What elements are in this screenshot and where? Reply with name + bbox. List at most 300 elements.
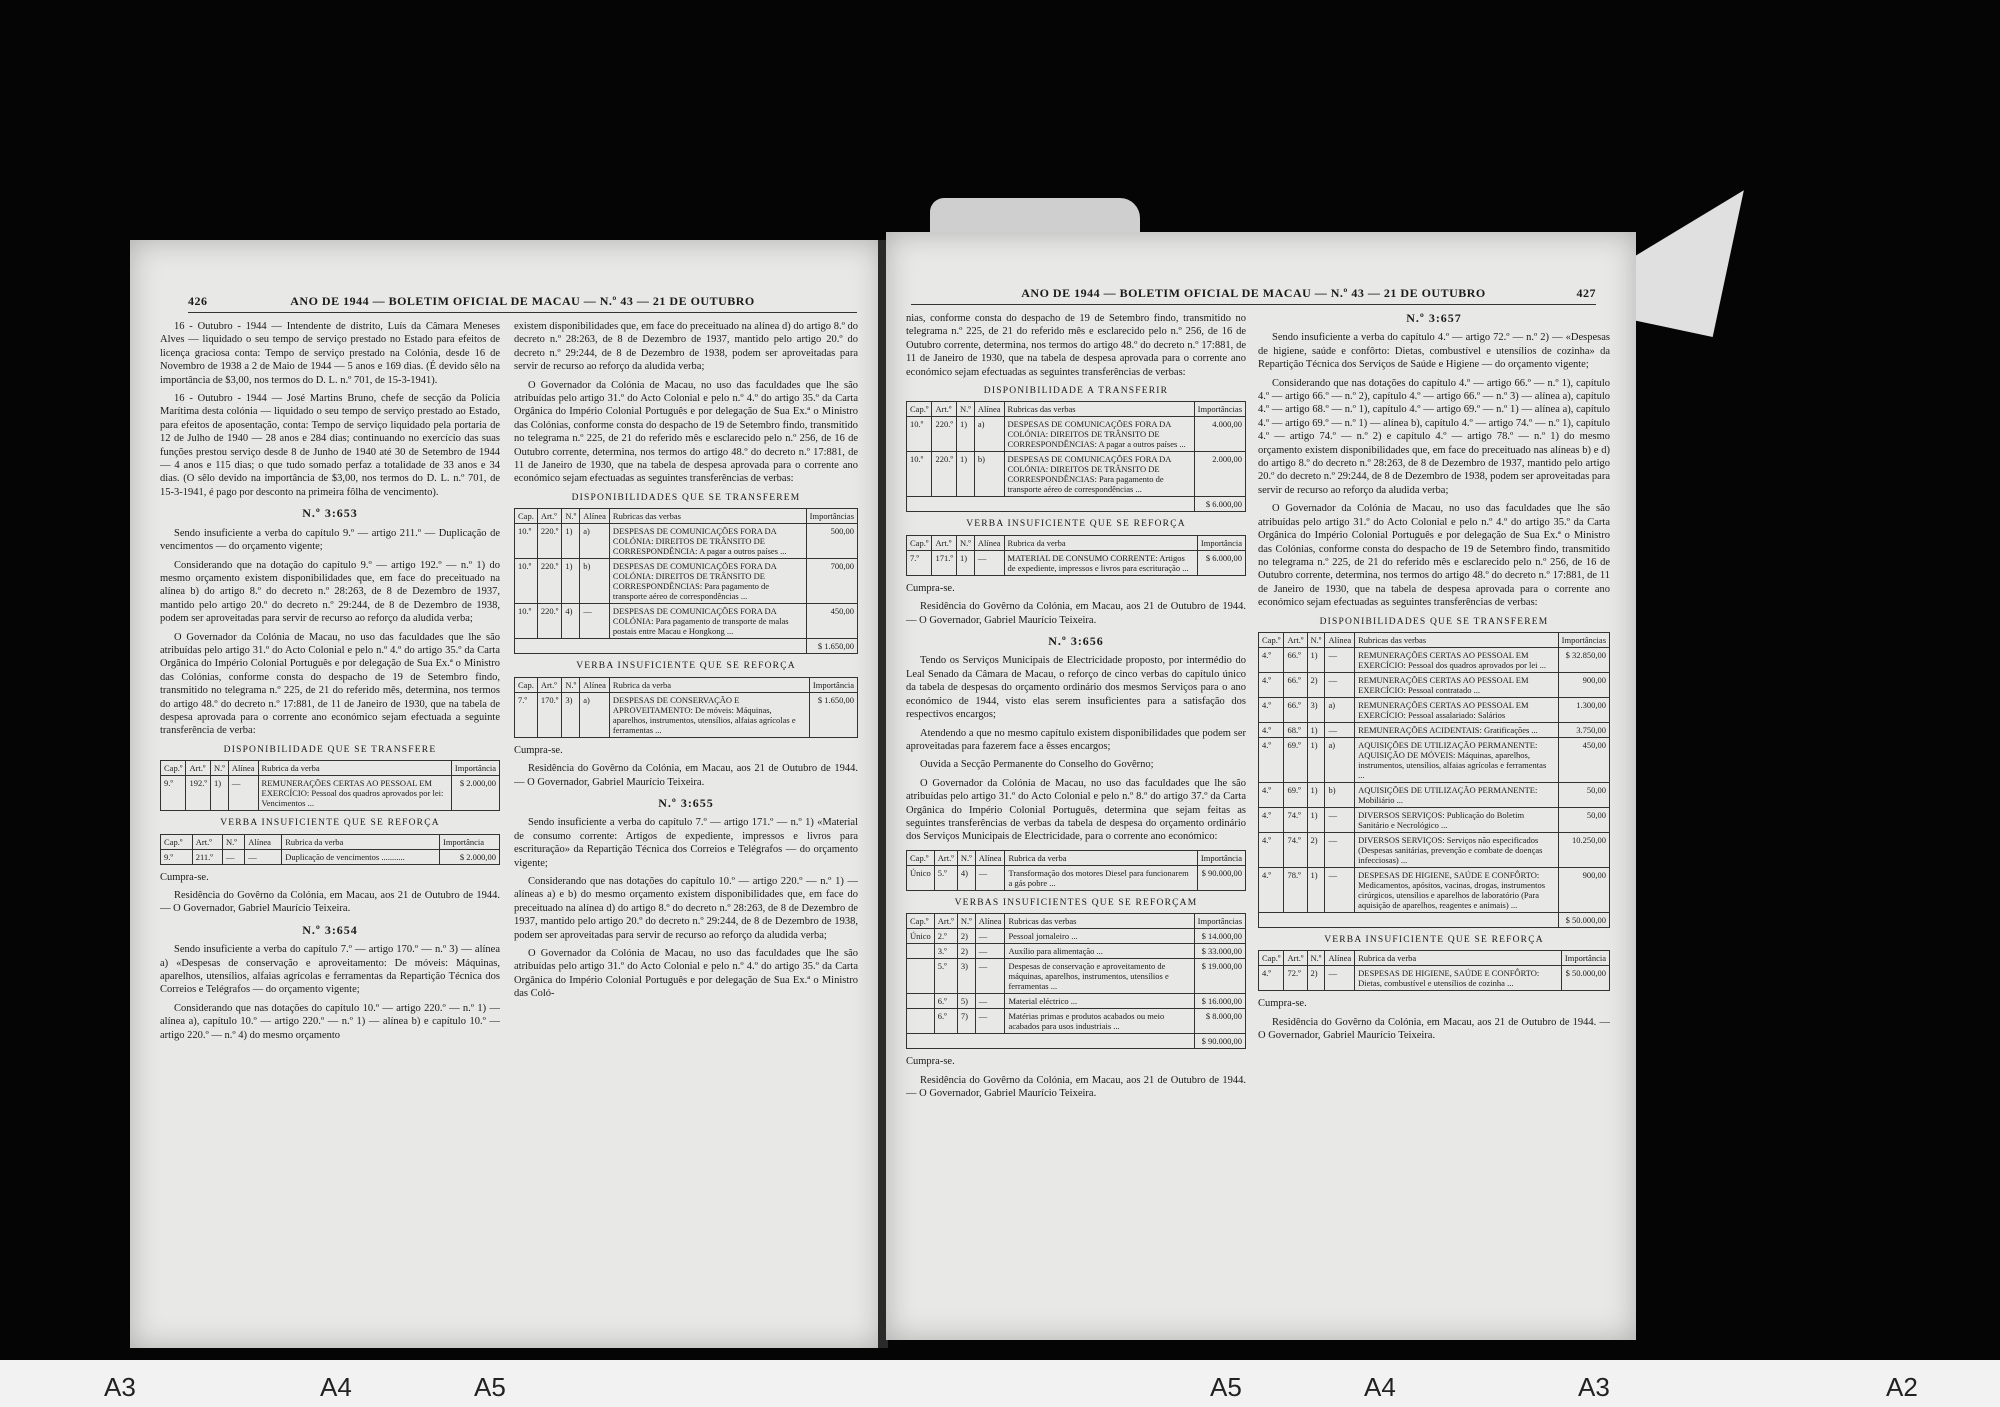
table-cell: 4.000,00 <box>1194 417 1245 452</box>
table-cell: 3) <box>1307 697 1325 722</box>
table-header: Alínea <box>974 402 1004 417</box>
table-header: Cap.º <box>161 834 193 849</box>
signature-line: Residência do Govêrno da Colónia, em Macau, aos 21 de Outubro de 1944. — O Governador, Gabriel Maurício Teixeira. <box>1258 1016 1610 1042</box>
cumpra-se: Cumpra-se. <box>906 582 955 594</box>
film-marker: A3 <box>1578 1372 1610 1402</box>
table-cell: 2) <box>1307 832 1325 867</box>
left-page-number: 426 <box>188 294 208 308</box>
paragraph: Sendo insuficiente a verba do capítulo 9.º — artigo 211.º — Duplicação de vencimentos — do orçamento vigente; <box>160 527 500 553</box>
table-header: Alínea <box>580 677 610 692</box>
table-cell <box>907 959 935 994</box>
table-caption: VERBA INSUFICIENTE QUE SE REFORÇA <box>966 519 1186 530</box>
table-header: Art.º <box>1284 951 1307 966</box>
table-header: Art.º <box>932 402 957 417</box>
transfer-table <box>160 760 500 811</box>
table-cell: — <box>1325 722 1355 737</box>
table-cell <box>907 944 935 959</box>
section-heading: N.º 3:655 <box>658 795 714 810</box>
table-row <box>515 604 858 639</box>
cumpra-se: Cumpra-se. <box>906 1056 955 1068</box>
table-header-row <box>907 850 1246 865</box>
table-row <box>907 1009 1246 1034</box>
table-cell: Auxílio para alimentação ... <box>1005 944 1194 959</box>
paragraph: O Governador da Colónia de Macau, no uso das faculdades que lhe são atribuídas pelo artigo 31.º do Acto Colonial e pelo n.º 4.º do artigo 35.º da Carta Orgânica do Império Colonial Português e por delegação de Sua Ex.ª o Ministro das Coló- <box>514 947 858 1000</box>
table-header: Rubrica da verba <box>282 834 440 849</box>
table-cell: 50,00 <box>1558 782 1609 807</box>
table-header: Cap.º <box>1259 951 1284 966</box>
table-cell: 7.º <box>515 692 538 737</box>
table-row <box>1259 832 1610 867</box>
table-header: Importância <box>1561 951 1609 966</box>
table-cell: 74.º <box>1284 832 1307 867</box>
table-cell: 171.º <box>932 550 957 575</box>
table-header: N.º <box>562 509 580 524</box>
table-cell: b) <box>580 559 610 604</box>
table-cell: 6.º <box>934 994 957 1009</box>
table-header: Importância <box>1197 535 1245 550</box>
table-cell: 4) <box>957 865 975 890</box>
table-cell: 2.000,00 <box>1194 452 1245 497</box>
table-cell: 1) <box>956 550 974 575</box>
table-cell: DESPESAS DE COMUNICAÇÕES FORA DA COLÓNIA: Para pagamento de transporte de malas postais entre Macau e Hongkong ... <box>609 604 806 639</box>
table-total: $ 1.650,00 <box>806 639 857 654</box>
table-cell: 3.º <box>934 944 957 959</box>
table-row <box>161 849 500 864</box>
table-cell: 5.º <box>934 865 957 890</box>
table-cell: — <box>222 849 244 864</box>
table-row <box>907 417 1246 452</box>
paragraph: O Governador da Colónia de Macau, no uso das faculdades que lhe são atribuídas pelo artigo 31.º do Acto Colonial e pelo n.º 4.º do artigo 35.º da Carta Orgânica do Império Colonial Português e por delegação de Sua Ex.ª o Ministro das Colónias, conforme consta do despacho de 19 de Setembro findo, transmitido no telegrama n.º 225, de 21 do referido mês e esclarecido pelo n.º 256, de 16 de Outubro corrente, determina, nos termos do artigo 48.º do decreto n.º 17:881, de 11 de Janeiro de 1930, que na tabela de despesa aprovada para o corrente ano económico sejam efectuadas as seguintes transferências de verbas: <box>1258 503 1610 609</box>
transfer-table <box>906 850 1246 891</box>
table-header: Cap.º <box>907 535 932 550</box>
table-cell: 2) <box>957 944 975 959</box>
table-caption: VERBA INSUFICIENTE QUE SE REFORÇA <box>220 818 440 829</box>
table-cell: a) <box>1325 697 1355 722</box>
table-row <box>907 959 1246 994</box>
signature-line: Residência do Govêrno da Colónia, em Macau, aos 21 de Outubro de 1944. — O Governador, Gabriel Maurício Teixeira. <box>906 1074 1246 1099</box>
cumpra-se: Cumpra-se. <box>160 871 209 883</box>
film-marker: A5 <box>474 1372 506 1402</box>
table-cell: a) <box>1325 737 1355 782</box>
table-header: N.º <box>222 834 244 849</box>
table-cell: — <box>975 944 1005 959</box>
table-cell: 7) <box>957 1009 975 1034</box>
table-header: Rubrica da verba <box>1355 951 1562 966</box>
table-total: $ 90.000,00 <box>1194 1034 1245 1049</box>
table-header-row <box>907 402 1246 417</box>
table-row <box>1259 672 1610 697</box>
table-cell: 220.º <box>932 452 957 497</box>
left-running-head <box>188 294 857 313</box>
table-cell: 1) <box>956 417 974 452</box>
table-header: Rubrica da verba <box>1004 535 1197 550</box>
table-row <box>1259 867 1610 912</box>
table-cell: $ 32.850,00 <box>1558 647 1609 672</box>
right-page-number: 427 <box>1576 286 1596 300</box>
table-cell: 3) <box>957 959 975 994</box>
table-header: Rubricas das verbas <box>1005 914 1194 929</box>
table-cell: — <box>1325 807 1355 832</box>
right-column-2 <box>1258 312 1610 1310</box>
table-header: N.º <box>562 677 580 692</box>
table-caption: DISPONIBILIDADES QUE SE TRANSFEREM <box>1319 616 1549 627</box>
table-cell: 5.º <box>934 959 957 994</box>
table-header: Art.º <box>932 535 957 550</box>
table-cell: 78.º <box>1284 867 1307 912</box>
table-cell: AQUISIÇÕES DE UTILIZAÇÃO PERMANENTE: Mobiliário ... <box>1355 782 1559 807</box>
paragraph: O Governador da Colónia de Macau, no uso das faculdades que lhe são atribuídas pelo artigo 31.º do Acto Colonial e pelo n.º 4.º do artigo 35.º da Carta Orgânica do Império Colonial Português e por delegação de Sua Ex.ª o Ministro das Colónias, conforme consta do despacho de 19 de Setembro findo, transmitido no telegrama n.º 225, de 21 do referido mês e esclarecido pelo n.º 256, de 16 de Outubro corrente, determina, nos termos do artigo 48.º do decreto n.º 17:881, de 11 de Janeiro de 1930, que na tabela de despesa aprovada para o corrente ano económico sejam efectuadas as seguintes transferências de verbas: <box>514 379 858 485</box>
table-cell <box>907 497 1195 512</box>
table-header: Cap.º <box>907 402 932 417</box>
table-cell: 4.º <box>1259 966 1284 991</box>
table-cell: 900,00 <box>1558 672 1609 697</box>
table-cell: REMUNERAÇÕES ACIDENTAIS: Gratificações ... <box>1355 722 1559 737</box>
table-cell: 1) <box>1307 807 1325 832</box>
table-header: Importância <box>809 677 857 692</box>
table-header-row <box>515 677 858 692</box>
table-cell: $ 90.000,00 <box>1197 865 1245 890</box>
table-header: Importância <box>1197 850 1245 865</box>
table-cell <box>515 639 807 654</box>
table-header: Alínea <box>580 509 610 524</box>
film-marker: A4 <box>1364 1372 1396 1402</box>
table-cell: 66.º <box>1284 672 1307 697</box>
table-header: Rubricas das verbas <box>1004 402 1194 417</box>
table-cell: DESPESAS DE COMUNICAÇÕES FORA DA COLÓNIA: DIREITOS DE TRÂNSITO DE CORRESPONDÊNCIAS: Para pagamento de transporte aéreo de correspondências ... <box>609 559 806 604</box>
right-running-head <box>911 286 1596 305</box>
paragraph: Considerando que nas dotações do capítulo 4.º — artigo 66.º — n.º 1), capítulo 4.º — artigo 66.º — n.º 2), capítulo 4.º — artigo 66.º — n.º 3) — alínea a), capítulo 4.º — artigo 68.º — n.º 1), capítulo 4.º — artigo 69.º — n.º 1) — alínea a), capítulo 4.º — artigo 69.º — n.º 1) — alínea b), capítulo 4.º — artigo 74.º — n.º 1), capítulo 4.º — artigo 74.º — n.º 2) e capítulo 4.º — artigo 78.º — n.º 1) do mesmo orçamento existem disponibilidades que, em face do preceituado nas alíneas b) e d) do artigo 8.º do decreto n.º 28:263, de 8 de Dezembro de 1937, mantido pelo artigo 20.º do decreto n.º 29:244, de 8 de Dezembro de 1938, podem ser aproveitadas para servir de recurso ao reforço da aludida verba; <box>1258 377 1610 496</box>
table-header: Rubrica da verba <box>258 761 451 776</box>
table-cell: — <box>975 994 1005 1009</box>
table-header-row <box>1259 951 1610 966</box>
film-marker: A4 <box>320 1372 352 1402</box>
table-cell: DIVERSOS SERVIÇOS: Publicação do Boletim Sanitário e Necrológico ... <box>1355 807 1559 832</box>
table-cell: 2.º <box>934 929 957 944</box>
left-column-2 <box>514 320 858 1318</box>
table-cell: 4) <box>562 604 580 639</box>
table-cell <box>907 1009 935 1034</box>
table-cell: — <box>975 865 1005 890</box>
table-cell: b) <box>1325 782 1355 807</box>
table-cell: 700,00 <box>806 559 857 604</box>
reinforce-table <box>1258 950 1610 991</box>
table-cell: 900,00 <box>1558 867 1609 912</box>
paragraph: Considerando que nas dotações do capítulo 10.º — artigo 220.º — n.º 1) — alíneas a) e b) do mesmo orçamento existem disponibilidades que, em face do preceituado na alínea d) do artigo 8.º do decreto n.º 28:263, de 8 de Dezembro de 1937, mantido pelo artigo 20.º do decreto n.º 29:244, de 8 de Dezembro de 1938, podem ser aproveitadas para servir de recurso ao reforço da aludida verba; <box>514 875 858 941</box>
table-cell: $ 16.000,00 <box>1194 994 1245 1009</box>
table-cell: 2) <box>1307 966 1325 991</box>
table-cell: DESPESAS DE HIGIENE, SAÚDE E CONFÔRTO: Dietas, combustível e utensílios de cozinha ... <box>1355 966 1562 991</box>
table-cell: b) <box>974 452 1004 497</box>
table-row <box>1259 782 1610 807</box>
table-header: Alínea <box>245 834 282 849</box>
table-header: Cap. <box>515 509 538 524</box>
table-cell: 450,00 <box>1558 737 1609 782</box>
table-cell: REMUNERAÇÕES CERTAS AO PESSOAL EM EXERCÍCIO: Pessoal contratado ... <box>1355 672 1559 697</box>
table-total-row <box>907 497 1246 512</box>
table-cell: 10.º <box>515 604 538 639</box>
table-cell: DESPESAS DE COMUNICAÇÕES FORA DA COLÓNIA: DIREITOS DE TRÂNSITO DE CORRESPONDÊNCIAS: A pagar a outros países ... <box>1004 417 1194 452</box>
table-caption: VERBA INSUFICIENTE QUE SE REFORÇA <box>1324 934 1544 945</box>
table-cell: a) <box>580 524 610 559</box>
table-cell: $ 2.000,00 <box>439 849 499 864</box>
table-row <box>515 559 858 604</box>
table-header: Rubricas das verbas <box>609 509 806 524</box>
table-header: Alínea <box>1325 951 1355 966</box>
table-cell: — <box>1325 966 1355 991</box>
table-cell: $ 1.650,00 <box>809 692 857 737</box>
right-column-1 <box>906 312 1246 1310</box>
left-page <box>130 240 882 1348</box>
table-header-row <box>907 535 1246 550</box>
table-cell: 4.º <box>1259 647 1284 672</box>
paragraph: Considerando que na dotação do capítulo 9.º — artigo 192.º — n.º 1) do mesmo orçamento existem disponibilidades que, em face do preceituado na alínea b) do artigo 8.º do decreto n.º 28:263, de 8 de Dezembro de 1937, mantido pelo artigo 20.º do decreto n.º 29:244, de 8 de Dezembro de 1938, podem ser aproveitadas para servir de recurso ao reforço da aludida verba; <box>160 559 500 625</box>
table-header-row <box>161 761 500 776</box>
table-row <box>907 994 1246 1009</box>
table-cell: 10.º <box>907 452 932 497</box>
table-cell: — <box>1325 672 1355 697</box>
table-caption: DISPONIBILIDADE QUE SE TRANSFERE <box>223 744 437 755</box>
table-cell: Duplicação de vencimentos ........... <box>282 849 440 864</box>
table-row <box>1259 722 1610 737</box>
table-cell: 74.º <box>1284 807 1307 832</box>
table-caption: DISPONIBILIDADES QUE SE TRANSFEREM <box>571 492 801 503</box>
table-cell: 1) <box>210 776 228 811</box>
reinforce-table <box>906 913 1246 1049</box>
table-header: Cap.º <box>1259 632 1284 647</box>
table-cell: REMUNERAÇÕES CERTAS AO PESSOAL EM EXERCÍCIO: Pessoal assalariado: Salários <box>1355 697 1559 722</box>
left-column-1 <box>160 320 500 1318</box>
table-cell: 4.º <box>1259 737 1284 782</box>
table-header: Cap.º <box>907 850 935 865</box>
table-cell: $ 33.000,00 <box>1194 944 1245 959</box>
table-cell: $ 19.000,00 <box>1194 959 1245 994</box>
table-header: Importância <box>439 834 499 849</box>
table-total: $ 50.000,00 <box>1558 912 1609 927</box>
film-edge-strip <box>0 1360 2000 1407</box>
table-cell: 1) <box>956 452 974 497</box>
table-header: N.º <box>956 535 974 550</box>
transfer-table <box>906 401 1246 512</box>
table-cell: REMUNERAÇÕES CERTAS AO PESSOAL EM EXERCÍCIO: Pessoal dos quadros aprovados por lei: Vencimentos ... <box>258 776 451 811</box>
table-cell <box>907 1034 1195 1049</box>
table-row <box>1259 647 1610 672</box>
signature-line: Residência do Govêrno da Colónia, em Macau, aos 21 de Outubro de 1944. — O Governador, Gabriel Maurício Teixeira. <box>514 763 858 788</box>
table-header: Importâncias <box>1558 632 1609 647</box>
table-cell: 9.º <box>161 776 186 811</box>
reinforce-table <box>514 677 858 738</box>
film-marker: A5 <box>1210 1372 1242 1402</box>
table-cell: 1.300,00 <box>1558 697 1609 722</box>
table-row <box>1259 737 1610 782</box>
table-cell: 69.º <box>1284 782 1307 807</box>
table-cell: 68.º <box>1284 722 1307 737</box>
table-cell: DESPESAS DE CONSERVAÇÃO E APROVEITAMENTO: De móveis: Máquinas, aparelhos, instrumentos, utensílios, alfaias agrícolas e ferramentas ... <box>609 692 809 737</box>
table-header: Alínea <box>228 761 258 776</box>
table-cell: — <box>975 959 1005 994</box>
paragraph: O Governador da Colónia de Macau, no uso das faculdades que lhe são atribuídas pelo artigo 31.º do Acto Colonial e pelo n.º 8.º do artigo 37.º da Carta Orgânica do Império Colonial Português, determina que sejam feitas as seguintes transferências de verbas da tabela de despesa do orçamento ordinário dos Serviços Municipais de Electricidade, para o corrente ano económico: <box>906 777 1246 843</box>
table-cell: 220.º <box>537 559 562 604</box>
signature-line: Residência do Govêrno da Colónia, em Macau, aos 21 de Outubro de 1944. — O Governador, Gabriel Maurício Teixeira. <box>160 890 500 915</box>
paragraph: Sendo insuficiente a verba do capítulo 7.º — artigo 171.º — n.º 1) «Material de consumo corrente: Artigos de expediente, impressos e livros para escrituração» da Repartição Técnica dos Correios e Telégrafos — do orçamento vigente; <box>514 817 858 869</box>
table-header: Importâncias <box>806 509 857 524</box>
table-cell: 9.º <box>161 849 193 864</box>
table-header: Importâncias <box>1194 402 1245 417</box>
table-cell: — <box>975 1009 1005 1034</box>
table-cell: 2) <box>957 929 975 944</box>
table-cell: DIVERSOS SERVIÇOS: Serviços não especificados (Despesas sanitárias, prevenção e combate de doenças infecciosas) ... <box>1355 832 1559 867</box>
table-cell: 6.º <box>934 1009 957 1034</box>
table-cell: DESPESAS DE COMUNICAÇÕES FORA DA COLÓNIA: DIREITOS DE TRÂNSITO DE CORRESPONDÊNCIAS: Para pagamento de transporte aéreo de correspondências ... <box>1004 452 1194 497</box>
table-header-row <box>161 834 500 849</box>
table-cell: Despesas de conservação e aproveitamento de máquinas, aparelhos, instrumentos, utensílios e ferramentas ... <box>1005 959 1194 994</box>
table-header: N.º <box>956 402 974 417</box>
table-cell: 4.º <box>1259 832 1284 867</box>
table-cell: 1) <box>562 559 580 604</box>
right-running-title: ANO DE 1944 — BOLETIM OFICIAL DE MACAU — N.º 43 — 21 DE OUTUBRO <box>1021 286 1486 300</box>
table-cell: 4.º <box>1259 807 1284 832</box>
table-cell: 69.º <box>1284 737 1307 782</box>
table-cell: — <box>1325 867 1355 912</box>
table-cell: 4.º <box>1259 867 1284 912</box>
table-cell: — <box>975 929 1005 944</box>
table-header: Alínea <box>975 914 1005 929</box>
table-header: Art.º <box>934 850 957 865</box>
reinforce-table <box>906 535 1246 576</box>
table-row <box>907 944 1246 959</box>
table-cell: 1) <box>1307 867 1325 912</box>
table-cell: Único <box>907 865 935 890</box>
table-cell: — <box>1325 647 1355 672</box>
table-cell: 7.º <box>907 550 932 575</box>
table-cell: 4.º <box>1259 697 1284 722</box>
table-cell: 10.º <box>907 417 932 452</box>
table-header: Rubrica da verba <box>1005 850 1197 865</box>
table-cell: 4.º <box>1259 782 1284 807</box>
table-cell: Matérias primas e produtos acabados ou meio acabados para usos industriais ... <box>1005 1009 1194 1034</box>
table-cell: — <box>580 604 610 639</box>
table-cell: 450,00 <box>806 604 857 639</box>
table-total-row <box>907 1034 1246 1049</box>
table-cell: DESPESAS DE HIGIENE, SAÚDE E CONFÔRTO: Medicamentos, apósitos, vacinas, drogas, instrumentos cirúrgicos, utensílios e aparelhos de laboratório (Para aquisição de aparelhos, reagentes e animais) ... <box>1355 867 1559 912</box>
table-cell: 1) <box>1307 737 1325 782</box>
table-header: Art.º <box>537 509 562 524</box>
table-total-row <box>1259 912 1610 927</box>
section-heading: N.º 3:653 <box>302 506 358 521</box>
paragraph: nias, conforme consta do despacho de 19 de Setembro findo, transmitido no telegrama n.º 225, de 21 do referido mês e esclarecido pelo n.º 256, de 16 de Outubro corrente, determina, nos termos do artigo 48.º do decreto n.º 17:881, de 11 de Janeiro de 1930, que na tabela de despesa aprovada para o corrente ano económico sejam efectuadas as seguintes transferências de verbas: <box>906 313 1246 378</box>
table-cell: AQUISIÇÕES DE UTILIZAÇÃO PERMANENTE: AQUISIÇÃO DE MÓVEIS: Máquinas, aparelhos, instrumentos, utensílios, alfaias agrícolas e ferramentas ... <box>1355 737 1559 782</box>
table-header: N.º <box>1307 951 1325 966</box>
table-cell: — <box>228 776 258 811</box>
section-heading: N.º 3:656 <box>1048 634 1104 649</box>
table-cell: $ 50.000,00 <box>1561 966 1609 991</box>
table-cell: — <box>974 550 1004 575</box>
table-caption: DISPONIBILIDADE A TRANSFERIR <box>983 386 1169 397</box>
table-header: Rubrica da verba <box>609 677 809 692</box>
table-header: Art.º <box>537 677 562 692</box>
cumpra-se: Cumpra-se. <box>1258 998 1307 1010</box>
table-cell: 211.º <box>192 849 222 864</box>
table-row <box>1259 697 1610 722</box>
table-cell <box>1259 912 1559 927</box>
table-header: Importância <box>451 761 499 776</box>
table-header: Art.º <box>1284 632 1307 647</box>
table-total-row <box>515 639 858 654</box>
transfer-table <box>514 508 858 654</box>
table-header: Art.º <box>186 761 211 776</box>
film-marker: A3 <box>104 1372 136 1402</box>
table-cell: 10.250,00 <box>1558 832 1609 867</box>
table-cell: a) <box>580 692 610 737</box>
table-row <box>907 865 1246 890</box>
paragraph: Sendo insuficiente a verba do capítulo 7.º — artigo 170.º — n.º 3) — alínea a) «Despesas de conservação e aproveitamento: De móveis: Máquinas, aparelhos, utensílios, alfaias agrícolas e ferramentas da Repartição Técnica dos Correios e Telégrafos — do orçamento vigente; <box>160 944 500 996</box>
section-heading: N.º 3:657 <box>1406 312 1462 325</box>
table-header-row <box>515 509 858 524</box>
table-cell: 4.º <box>1259 722 1284 737</box>
table-header: Rubricas das verbas <box>1355 632 1559 647</box>
cumpra-se: Cumpra-se. <box>514 744 563 756</box>
table-header-row <box>907 914 1246 929</box>
table-header-row <box>1259 632 1610 647</box>
table-row <box>1259 966 1610 991</box>
table-header: Art.º <box>192 834 222 849</box>
paragraph: 16 - Outubro - 1944 — Intendente de distrito, Luís da Câmara Meneses Alves — liquidado o seu tempo de serviço prestado no Estado para efeitos de licença graciosa conta: Tempo de serviço prestado na Colónia, desde 16 de Novembro de 1938 a 2 de Maio de 1944 — 5 anos e 169 dias. (É devido sêlo na importância de $3,00, nos termos do D. L. n.º 701, de 15-3-1941). <box>160 321 500 386</box>
table-cell: REMUNERAÇÕES CERTAS AO PESSOAL EM EXERCÍCIO: Pessoal dos quadros aprovados por lei ... <box>1355 647 1559 672</box>
table-cell: 10.º <box>515 559 538 604</box>
table-cell: — <box>245 849 282 864</box>
table-cell: 1) <box>1307 722 1325 737</box>
table-cell: 3) <box>562 692 580 737</box>
table-row <box>907 452 1246 497</box>
table-cell: 10.º <box>515 524 538 559</box>
signature-line: Residência do Govêrno da Colónia, em Macau, aos 21 de Outubro de 1944. — O Governador, Gabriel Maurício Teixeira. <box>906 601 1246 626</box>
table-cell: 500,00 <box>806 524 857 559</box>
transfer-table <box>1258 632 1610 928</box>
table-header: N.º <box>210 761 228 776</box>
left-running-title: ANO DE 1944 — BOLETIM OFICIAL DE MACAU — N.º 43 — 21 DE OUTUBRO <box>290 294 755 308</box>
table-row <box>515 692 858 737</box>
paragraph: O Governador da Colónia de Macau, no uso das faculdades que lhe são atribuídas pelo artigo 31.º do Acto Colonial e pelo n.º 4.º do artigo 35.º da Carta Orgânica do Império Colonial Português e por delegação de Sua Ex.ª o Ministro das Colónias, conforme consta do despacho de 19 de Setembro findo, transmitido no telegrama n.º 225, de 21 do referido mês, determina, nos termos do artigo 48.º do decreto n.º 17:881, de 11 de Janeiro de 1930, que na tabela de despesa aprovada para o corrente ano económico sejam efectuada a seguinte transferência de verba: <box>160 631 500 737</box>
table-cell: 1) <box>562 524 580 559</box>
table-cell: Material eléctrico ... <box>1005 994 1194 1009</box>
paragraph: Sendo insuficiente a verba do capítulo 4.º — artigo 72.º — n.º 2) — «Despesas de higiene, saúde e confôrto: Dietas, combustível e utensílios de cozinha» da Repartição Técnica dos Serviços de Saúde e Higiene — do orçamento vigente; <box>1258 332 1610 371</box>
table-cell: 66.º <box>1284 697 1307 722</box>
table-row <box>515 524 858 559</box>
table-cell: 50,00 <box>1558 807 1609 832</box>
page-tab <box>930 198 1140 236</box>
table-cell: $ 2.000,00 <box>451 776 499 811</box>
table-cell: 1) <box>1307 782 1325 807</box>
table-cell: 220.º <box>537 604 562 639</box>
table-header: Importâncias <box>1194 914 1245 929</box>
table-cell: $ 6.000,00 <box>1197 550 1245 575</box>
table-cell: 170.º <box>537 692 562 737</box>
table-header: N.º <box>1307 632 1325 647</box>
table-cell: 220.º <box>932 417 957 452</box>
table-caption: VERBA INSUFICIENTE QUE SE REFORÇA <box>576 661 796 672</box>
table-header: Art.º <box>934 914 957 929</box>
table-cell: a) <box>974 417 1004 452</box>
table-cell: Pessoal jornaleiro ... <box>1005 929 1194 944</box>
table-cell: DESPESAS DE COMUNICAÇÕES FORA DA COLÓNIA: DIREITOS DE TRÂNSITO DE CORRESPONDÊNCIA: A pagar a outros países ... <box>609 524 806 559</box>
table-cell: 4.º <box>1259 672 1284 697</box>
section-heading: N.º 3:654 <box>302 922 358 937</box>
paragraph: Tendo os Serviços Municipais de Electricidade proposto, por intermédio do Leal Senado da Câmara de Macau, o reforço de cinco verbas do capítulo único da tabela de despesas do orçamento ordinário dos mesmos Serviços para o ano económico de 1944, visto elas serem insuficientes para a satisfação dos respectivos encargos; <box>906 655 1246 721</box>
paragraph: Considerando que nas dotações do capítulo 10.º — artigo 220.º — n.º 1) — alínea a), capítulo 10.º — artigo 220.º — n.º 1) — alínea b) e capítulo 10.º — artigo 220.º — n.º 4) do mesmo orçamento <box>160 1002 500 1041</box>
table-header: N.º <box>957 850 975 865</box>
table-cell: 3.750,00 <box>1558 722 1609 737</box>
reinforce-table <box>160 834 500 865</box>
table-cell: 1) <box>1307 647 1325 672</box>
